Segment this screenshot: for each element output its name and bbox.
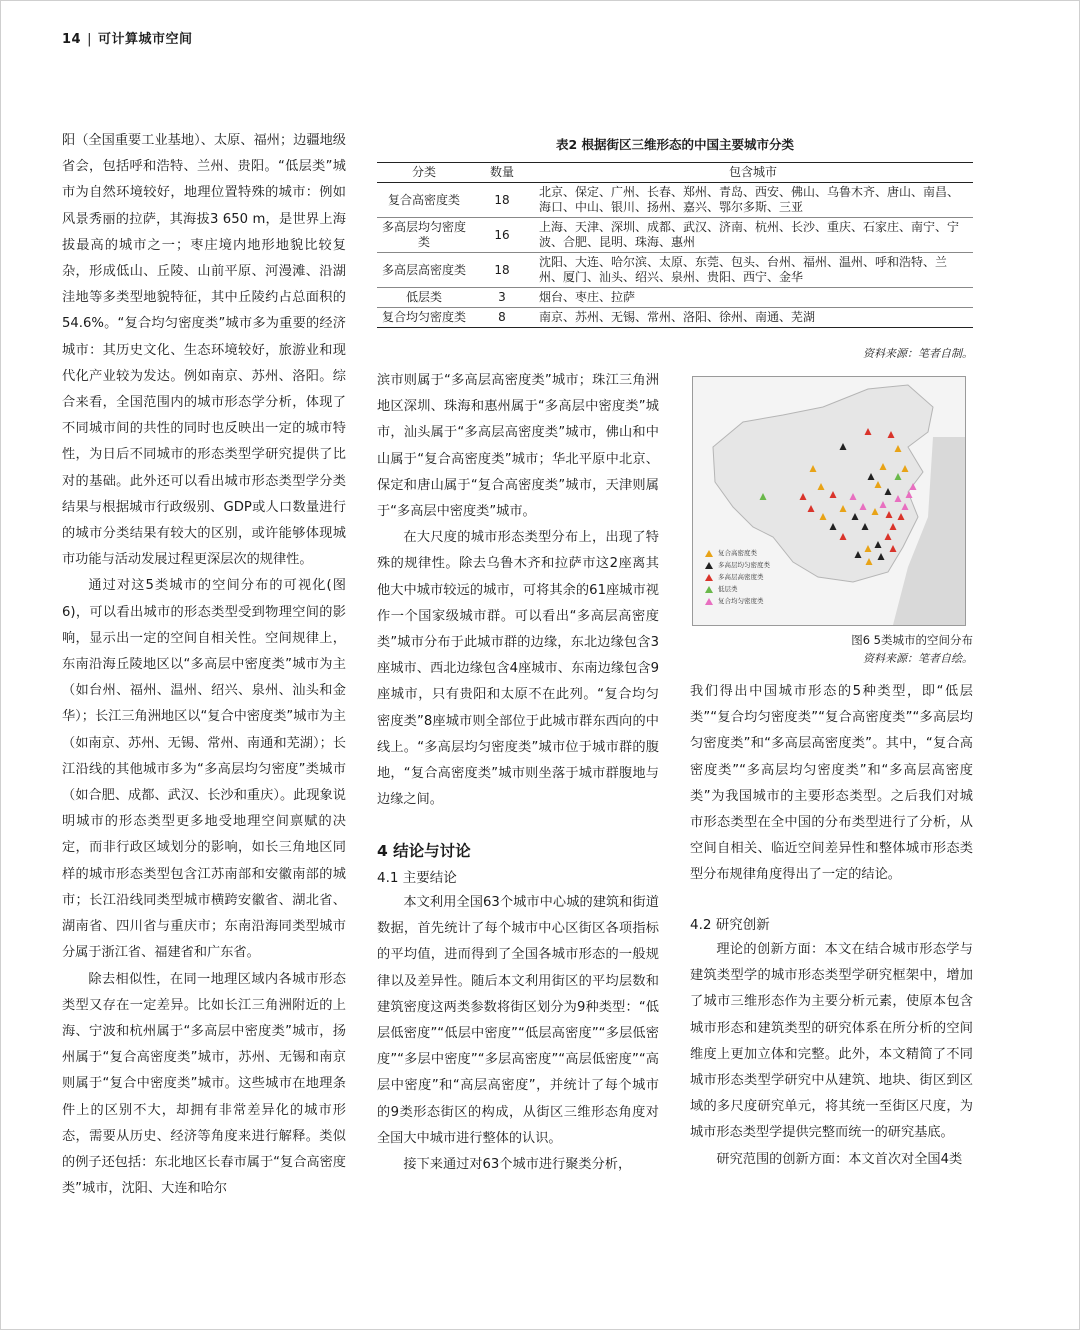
row-count: 16 — [471, 218, 533, 253]
legend-triangle-icon — [705, 562, 713, 569]
right-paragraph-2: 理论的创新方面：本文在结合城市形态学与建筑类型学的城市形态类型学研究框架中，增加了城市三维形态作为主要分析元素，使原本包含城市形态和建筑类型的研究体系在所分析的空间维度上更加立体和完整。此外，本文精简了不同城市形态类型学研究中从建筑、地块、街区到区域的多尺度研究单元，将其统一至街区尺度，为城市形态类型学提供完整而统一的研究基底。 — [690, 942, 973, 1141]
row-category: 复合均匀密度类 — [377, 308, 471, 328]
row-count: 8 — [471, 308, 533, 328]
row-count: 18 — [471, 183, 533, 218]
row-cities: 沈阳、大连、哈尔滨、太原、东莞、包头、台州、福州、温州、呼和浩特、兰州、厦门、汕头、绍兴、泉州、贵阳、西宁、金华 — [533, 253, 973, 288]
row-category: 复合高密度类 — [377, 183, 471, 218]
legend-triangle-icon — [705, 586, 713, 593]
row-count: 3 — [471, 288, 533, 308]
subsection-heading: 4.2 研究创新 — [690, 917, 770, 933]
map-legend — [705, 547, 770, 607]
left-paragraph-2: 通过对这5类城市的空间分布的可视化(图6)，可以看出城市的形态类型受到物理空间的影响，显示出一定的空间自相关性。空间规律上，东南沿海丘陵地区以“多高层中密度类”城市为主（如台州、福州、温州、绍兴、泉州、汕头和金华）；长江三角洲地区以“复合中密度类”城市为主（如南京、苏州、无锡、常州、南通和芜湖）；长江沿线的其他城市多为“多高层均匀密度”类城市（如合肥、成都、武汉、长沙和重庆）。此现象说明城市的形态类型更多地受地理空间禀赋的决定，而非行政区域划分的影响，如长三角地区同样的城市形态类型包含江苏南部和安徽南部的城市；长江沿线同类型城市横跨安徽省、湖北省、湖南省、四川省与重庆市；东南沿海同类型城市分属于浙江省、福建省和广东省。 — [62, 578, 346, 961]
right-paragraph-3: 研究范围的创新方面：本文首次对全国4类 — [716, 1151, 963, 1167]
mid-paragraph-4: 接下来通过对63个城市进行聚类分析， — [403, 1157, 632, 1173]
row-category: 多高层高密度类 — [377, 253, 471, 288]
header-count: 数量 — [471, 163, 533, 183]
legend-triangle-icon — [705, 598, 713, 605]
city-distribution-map — [692, 376, 966, 626]
figure-source-note: 资料来源：笔者自绘。 — [863, 652, 973, 665]
legend-label: 复合均匀密度类 — [718, 597, 764, 605]
legend-label: 低层类 — [718, 585, 738, 593]
legend-item — [705, 583, 770, 595]
legend-item — [705, 571, 770, 583]
right-paragraph-1: 我们得出中国城市形态的5种类型，即“低层类”“复合均匀密度类”“复合高密度类”“多高层均匀密度类”和“多高层高密度类”。其中，“复合高密度类”“多高层均匀密度类”和“多高层高密度类”为我国城市的主要形态类型。之后我们对城市形态类型在全中国的分布类型进行了分析，从空间自相关、临近空间差异性和整体城市形态类型分布规律角度得出了一定的结论。 — [690, 684, 973, 883]
header-category: 分类 — [377, 163, 471, 183]
row-category: 多高层均匀密度类 — [377, 218, 471, 253]
row-cities: 北京、保定、广州、长春、郑州、青岛、西安、佛山、乌鲁木齐、唐山、南昌、海口、中山、银川、扬州、嘉兴、鄂尔多斯、三亚 — [533, 183, 973, 218]
legend-triangle-icon — [705, 550, 713, 557]
middle-column-lower — [377, 836, 659, 1178]
table-row — [377, 218, 973, 253]
row-cities: 上海、天津、深圳、成都、武汉、济南、杭州、长沙、重庆、石家庄、南宁、宁波、合肥、昆明、珠海、惠州 — [533, 218, 973, 253]
table-row — [377, 288, 973, 308]
legend-item — [705, 559, 770, 571]
right-column-lower — [690, 913, 973, 1173]
legend-label: 多高层高密度类 — [718, 573, 764, 581]
table-row — [377, 308, 973, 328]
left-paragraph-3: 除去相似性，在同一地理区域内各城市形态类型又存在一定差异。比如长江三角洲附近的上海、宁波和杭州属于“多高层中密度类”城市，扬州属于“复合高密度类”城市，苏州、无锡和南京则属于“复合中密度类”城市。这些城市在地理条件上的区别不大，却拥有非常差异化的城市形态，需要从历史、经济等角度来进行解释。类似的例子还包括：东北地区长春市属于“复合高密度类”城市，沈阳、大连和哈尔 — [62, 971, 346, 1197]
row-category: 低层类 — [377, 288, 471, 308]
mid-paragraph-2: 在大尺度的城市形态类型分布上，出现了特殊的规律性。除去乌鲁木齐和拉萨市这2座离其他大中城市较远的城市，可将其余的61座城市视作一个国家级城市群。可以看出“多高层高密度类”城市分布于此城市群的边缘，东北边缘包含3座城市、西北边缘包含4座城市、东南边缘包含9座城市，只有贵阳和太原不在此列。“复合均匀密度类”8座城市则全部位于此城市群东西向的中线上。“多高层均匀密度类”城市位于城市群的腹地，“复合高密度类”城市则坐落于城市群腹地与边缘之间。 — [377, 530, 659, 808]
legend-label: 多高层均匀密度类 — [718, 561, 770, 569]
page-number: 14 — [62, 32, 82, 47]
mid-paragraph-1: 滨市则属于“多高层高密度类”城市；珠江三角洲地区深圳、珠海和惠州属于“多高层中密度类”城市，汕头属于“多高层高密度类”城市，佛山和中山属于“复合高密度类”城市；华北平原中北京、保定和唐山属于“复合高密度类”城市，天津则属于“多高层中密度类”城市。 — [377, 373, 659, 520]
city-classification-table — [377, 162, 973, 328]
left-paragraph-1: 阳（全国重要工业基地）、太原、福州；边疆地级省会，包括呼和浩特、兰州、贵阳。“低层类”城市为自然环境较好，地理位置特殊的城市：例如风景秀丽的拉萨，其海拔3 650 m，是世界上海拔最高的城市之一；枣庄境内地形地貌比较复杂，形成低山、丘陵、山前平原、河漫滩、沿湖洼地等多类型地貌特征，其中丘陵约占总面积的54.6%。“复合均匀密度类”城市多为重要的经济城市：其历史文化、生态环境较好，旅游业和现代化产业较为发达。例如南京、苏州、洛阳。综合来看，全国范围内的城市形态学分析，体现了不同城市间的共性的同时也反映出一定的城市特性，为日后不同城市的形态类型学研究提供了比对的基础。此外还可以看出城市形态类型学分类结果与根据城市行政级别、GDP或人口数量进行的城市分类结果有较大的区别，或许能够体现城市功能与活动发展过程更深层次的规律性。 — [62, 133, 346, 568]
mid-paragraph-3: 本文利用全国63个城市中心城的建筑和街道数据，首先统计了每个城市中心区街区各项指标的平均值，进而得到了全国各城市形态的一般规律以及差异性。随后本文利用街区的平均层数和建筑密度这两类参数将街区划分为9种类型：“低层低密度”“低层中密度”“低层高密度”“多层低密度”“多层中密度”“多层高密度”“高层低密度”“高层中密度”和“高层高密度”，并统计了每个城市的9类形态街区的构成，从街区三维形态角度对全国大中城市进行整体的认识。 — [377, 895, 659, 1146]
header-cities: 包含城市 — [533, 163, 973, 183]
book-title: 可计算城市空间 — [97, 32, 193, 47]
running-header — [62, 28, 193, 47]
row-cities: 烟台、枣庄、拉萨 — [533, 288, 973, 308]
section-heading: 4 结论与讨论 — [377, 842, 471, 860]
legend-label: 复合高密度类 — [718, 549, 757, 557]
header-separator: | — [87, 32, 92, 47]
table-row — [377, 183, 973, 218]
legend-item — [705, 547, 770, 559]
table-row — [377, 253, 973, 288]
middle-column-upper — [377, 368, 659, 813]
table-header-row — [377, 163, 973, 183]
left-column — [62, 128, 346, 1202]
legend-item — [705, 595, 770, 607]
legend-triangle-icon — [705, 574, 713, 581]
table-title: 表2 根据街区三维形态的中国主要城市分类 — [555, 137, 795, 152]
right-column-upper — [690, 679, 973, 889]
row-cities: 南京、苏州、无锡、常州、洛阳、徐州、南通、芜湖 — [533, 308, 973, 328]
row-count: 18 — [471, 253, 533, 288]
figure-caption: 图6 5类城市的空间分布 — [851, 633, 973, 647]
table-source-note: 资料来源：笔者自制。 — [863, 347, 973, 360]
subsection-heading: 4.1 主要结论 — [377, 870, 457, 886]
